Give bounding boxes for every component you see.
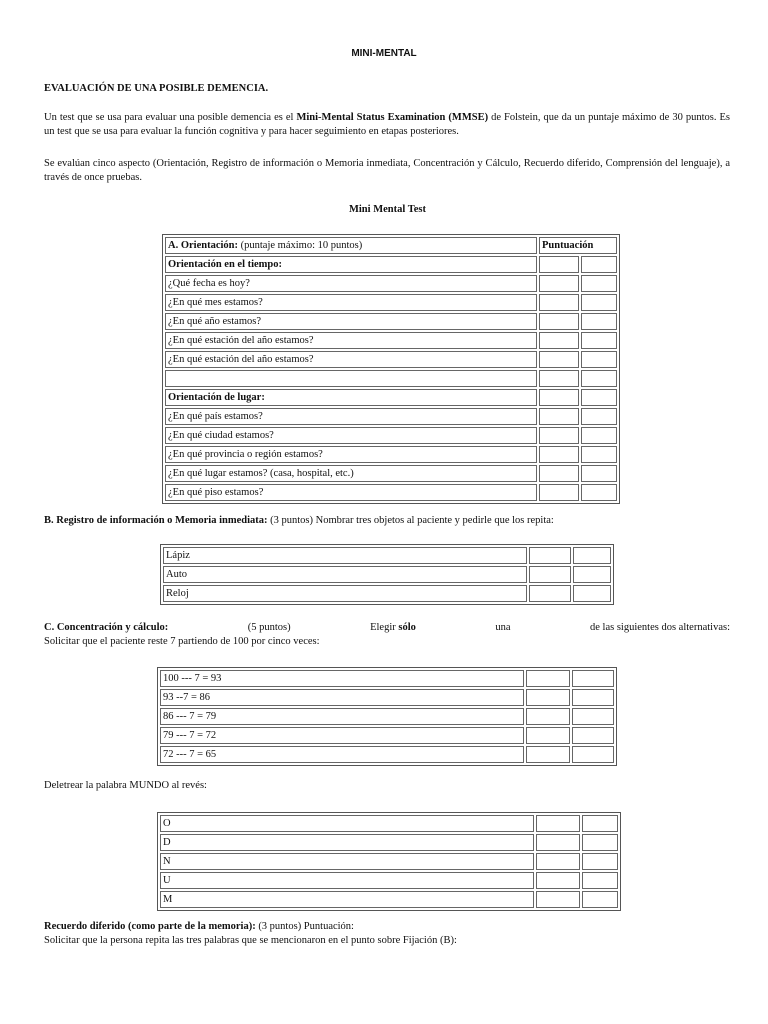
document-title: MINI-MENTAL (351, 48, 417, 59)
question-cell: ¿En qué estación del año estamos? (165, 351, 537, 368)
concentration-points: (5 puntos) (247, 622, 291, 633)
score-cell[interactable] (581, 332, 617, 349)
score-cell[interactable] (581, 351, 617, 368)
table-row (165, 465, 617, 482)
score-cell[interactable] (539, 332, 579, 349)
question-cell: ¿En qué estación del año estamos? (165, 332, 537, 349)
time-orientation-label: Orientación en el tiempo: (165, 256, 537, 273)
object-cell: Reloj (163, 585, 527, 602)
score-cell[interactable] (529, 566, 571, 583)
score-cell[interactable] (536, 891, 580, 908)
score-cell[interactable] (539, 275, 579, 292)
table-row (160, 815, 618, 832)
calc-cell: 86 --- 7 = 79 (160, 708, 524, 725)
table-row (165, 313, 617, 330)
table-row (160, 708, 614, 725)
score-cell[interactable] (581, 313, 617, 330)
table-row (160, 834, 618, 851)
score-cell[interactable] (539, 370, 579, 387)
score-cell[interactable] (582, 853, 618, 870)
score-header: Puntuación (539, 237, 617, 254)
table-row (165, 484, 617, 501)
section-heading: EVALUACIÓN DE UNA POSIBLE DEMENCIA. (44, 83, 269, 94)
concentration-alternatives: de las siguientes dos alternativas: (590, 622, 730, 633)
orientation-table (162, 234, 620, 504)
score-cell[interactable] (536, 853, 580, 870)
score-cell[interactable] (539, 256, 579, 273)
recall-label: Recuerdo diferido (como parte de la memoria): (44, 921, 256, 932)
score-cell[interactable] (529, 547, 571, 564)
score-cell[interactable] (581, 465, 617, 482)
registration-text: (3 puntos) Nombrar tres objetos al paciente y pedirle que los repita: (267, 515, 554, 526)
score-cell[interactable] (526, 746, 570, 763)
recall-paragraph (44, 920, 744, 948)
table-row (165, 256, 617, 273)
score-cell[interactable] (526, 708, 570, 725)
intro-paragraph (44, 111, 730, 139)
registration-table (160, 544, 614, 605)
score-cell[interactable] (581, 427, 617, 444)
score-cell[interactable] (539, 465, 579, 482)
question-cell: ¿En qué país estamos? (165, 408, 537, 425)
table-row (165, 351, 617, 368)
score-cell[interactable] (539, 389, 579, 406)
table-row (160, 891, 618, 908)
score-cell[interactable] (536, 834, 580, 851)
score-cell[interactable] (582, 815, 618, 832)
score-cell[interactable] (526, 689, 570, 706)
score-cell[interactable] (539, 294, 579, 311)
score-cell[interactable] (539, 351, 579, 368)
recall-instruction: Solicitar que la persona repita las tres palabras que se mencionaron en el punto sobre Fijación (B): (44, 935, 457, 946)
score-cell[interactable] (526, 727, 570, 744)
concentration-line (44, 621, 730, 635)
spell-instruction: Deletrear la palabra MUNDO al revés: (44, 780, 207, 791)
score-cell[interactable] (539, 408, 579, 425)
concentration-label: C. Concentración y cálculo: (44, 622, 169, 633)
letter-cell: O (160, 815, 534, 832)
letter-cell: D (160, 834, 534, 851)
score-cell[interactable] (536, 872, 580, 889)
table-row (160, 727, 614, 744)
table-row (165, 275, 617, 292)
test-title: Mini Mental Test (348, 204, 426, 215)
score-cell[interactable] (572, 689, 614, 706)
recall-text: (3 puntos) Puntuación: (255, 921, 354, 932)
registration-label: B. Registro de información o Memoria inmediata: (44, 515, 268, 526)
table-row (163, 547, 611, 564)
letter-cell: N (160, 853, 534, 870)
question-cell: ¿En qué ciudad estamos? (165, 427, 537, 444)
score-cell[interactable] (581, 484, 617, 501)
table-row (165, 332, 617, 349)
calc-cell: 72 --- 7 = 65 (160, 746, 524, 763)
empty-cell (165, 370, 537, 387)
score-cell[interactable] (582, 834, 618, 851)
score-cell[interactable] (573, 585, 611, 602)
score-cell[interactable] (529, 585, 571, 602)
table-row (165, 370, 617, 387)
score-cell[interactable] (582, 891, 618, 908)
intro-text-c: de Folstein, que da un puntaje máximo de 30 puntos. Es un test que se usa para evaluar la función cognitiva y para hacer seguimiento en etapas posteriores. (44, 112, 730, 137)
score-cell[interactable] (581, 294, 617, 311)
calc-cell: 79 --- 7 = 72 (160, 727, 524, 744)
score-cell[interactable] (539, 427, 579, 444)
concentration-una: una (495, 622, 511, 633)
calc-cell: 93 --7 = 86 (160, 689, 524, 706)
score-cell[interactable] (573, 547, 611, 564)
table-row (165, 237, 617, 254)
table-row (160, 670, 614, 687)
concentration-paragraph (44, 621, 730, 649)
score-cell[interactable] (572, 727, 614, 744)
score-cell[interactable] (526, 670, 570, 687)
score-cell[interactable] (581, 389, 617, 406)
table-row (160, 689, 614, 706)
table-row (165, 427, 617, 444)
score-cell[interactable] (582, 872, 618, 889)
registration-paragraph (44, 514, 744, 528)
score-cell[interactable] (573, 566, 611, 583)
score-cell[interactable] (536, 815, 580, 832)
orientation-header: A. Orientación: (puntaje máximo: 10 puntos) (165, 237, 537, 254)
question-cell: ¿En qué lugar estamos? (casa, hospital, etc.) (165, 465, 537, 482)
question-cell: ¿Qué fecha es hoy? (165, 275, 537, 292)
concentration-choose: Elegir sólo (370, 622, 416, 633)
concentration-instruction: Solicitar que el paciente reste 7 partiendo de 100 por cinco veces: (44, 636, 320, 647)
score-cell[interactable] (572, 670, 614, 687)
recall-line (44, 920, 744, 934)
score-cell[interactable] (539, 446, 579, 463)
subtraction-table (157, 667, 617, 766)
score-cell[interactable] (581, 256, 617, 273)
question-cell: ¿En qué provincia o región estamos? (165, 446, 537, 463)
score-cell[interactable] (581, 275, 617, 292)
table-row (165, 389, 617, 406)
question-cell: ¿En qué año estamos? (165, 313, 537, 330)
table-row (160, 872, 618, 889)
score-cell[interactable] (581, 446, 617, 463)
score-cell[interactable] (581, 408, 617, 425)
table-row (163, 566, 611, 583)
intro-text-a: Un test que se usa para evaluar una posible demencia es el (44, 112, 297, 123)
place-orientation-label: Orientación de lugar: (165, 389, 537, 406)
spelling-table (157, 812, 621, 911)
table-row (165, 446, 617, 463)
score-cell[interactable] (539, 484, 579, 501)
score-cell[interactable] (539, 313, 579, 330)
question-cell: ¿En qué mes estamos? (165, 294, 537, 311)
score-cell[interactable] (572, 708, 614, 725)
table-row (165, 294, 617, 311)
table-row (165, 408, 617, 425)
table-row (160, 746, 614, 763)
intro-mmse: Mini-Mental Status Examination (MMSE) (296, 112, 489, 123)
score-cell[interactable] (581, 370, 617, 387)
question-cell: ¿En qué piso estamos? (165, 484, 537, 501)
letter-cell: U (160, 872, 534, 889)
aspects-paragraph: Se evalúan cinco aspecto (Orientación, Registro de información o Memoria inmediata, Concentración y Cálculo, Recuerdo diferido, Comprensión del lenguaje), a través de once pruebas. (44, 158, 730, 183)
object-cell: Lápiz (163, 547, 527, 564)
score-cell[interactable] (572, 746, 614, 763)
table-row (163, 585, 611, 602)
letter-cell: M (160, 891, 534, 908)
table-row (160, 853, 618, 870)
calc-cell: 100 --- 7 = 93 (160, 670, 524, 687)
object-cell: Auto (163, 566, 527, 583)
